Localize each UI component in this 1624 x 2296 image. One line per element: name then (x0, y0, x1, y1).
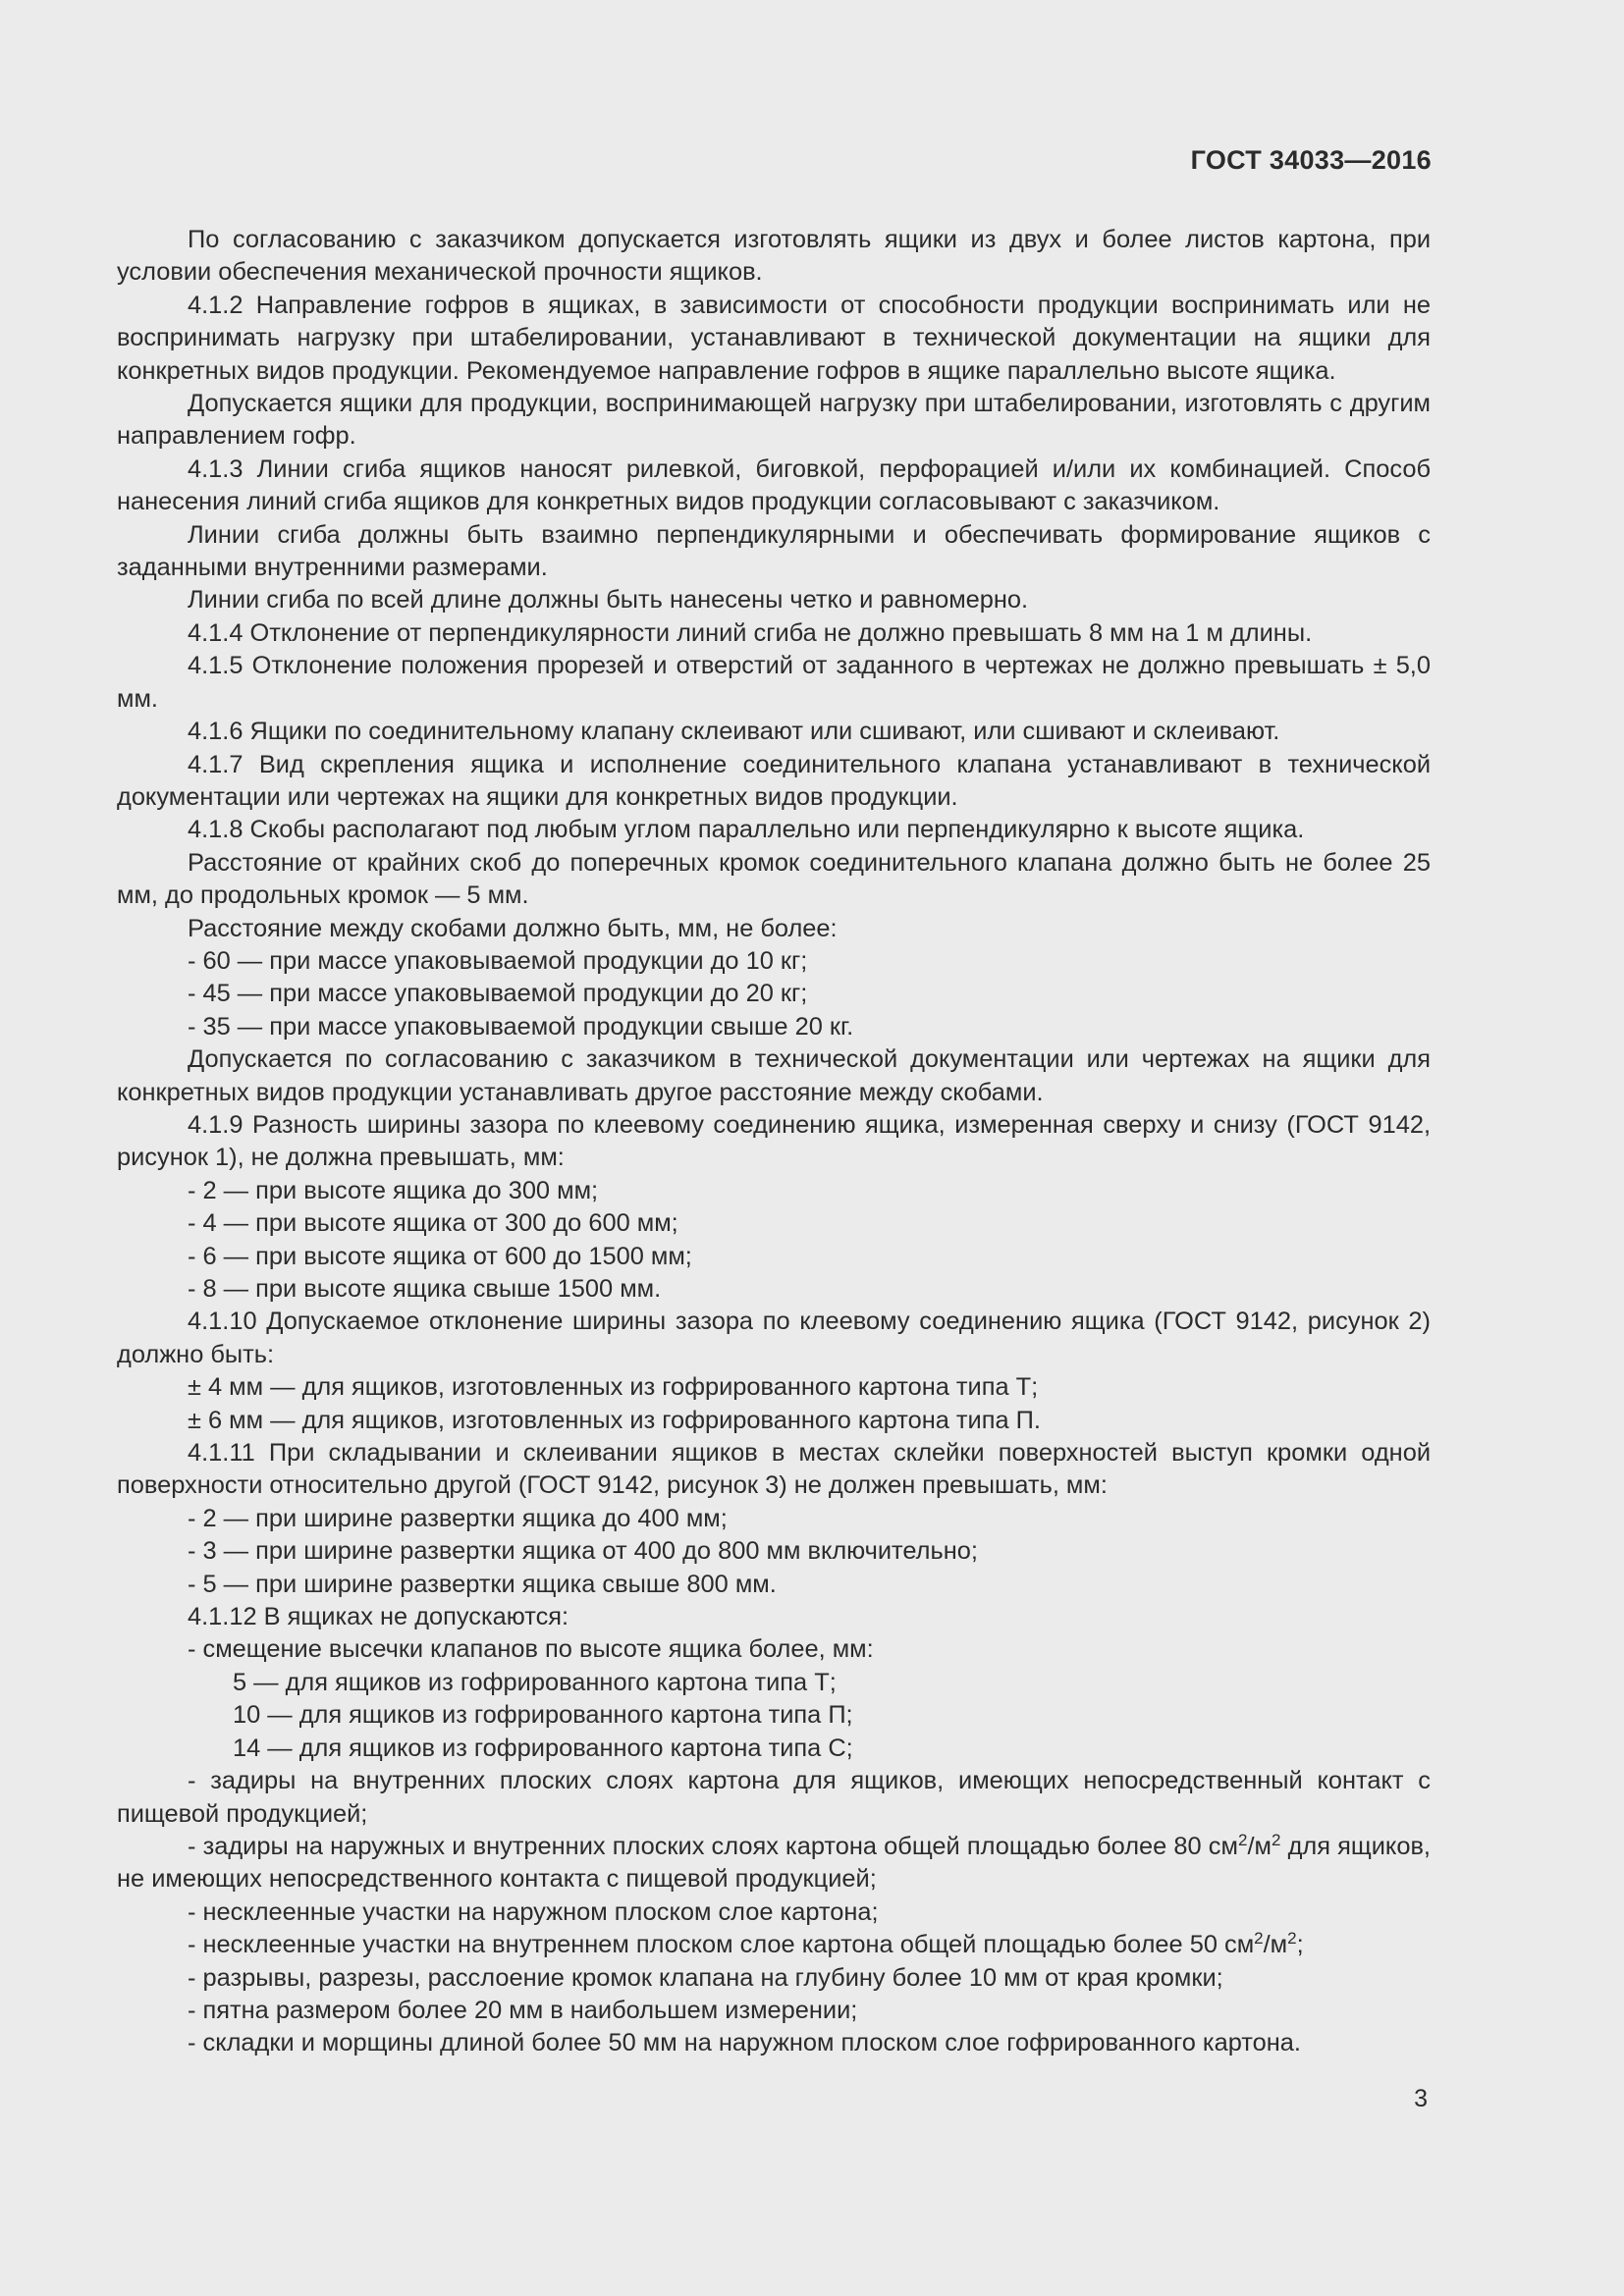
superscript: 2 (1237, 1830, 1248, 1849)
list-item: - разрывы, разрезы, расслоение кромок клапана на глубину более 10 мм от края кромки; (188, 1963, 1223, 1992)
paragraph: По согласованию с заказчиком допускается изготовлять ящики из двух и более листов картона, при условии обеспечения механической прочности ящиков. (117, 226, 1431, 287)
list-item: - 4 — при высоте ящика от 300 до 600 мм; (188, 1209, 678, 1238)
sub-list-item: 5 — для ящиков из гофрированного картона типа Т; (233, 1668, 837, 1696)
list-item: - 5 — при ширине развертки ящика свыше 800 мм. (188, 1570, 777, 1598)
list-item: ± 4 мм — для ящиков, изготовленных из гофрированного картона типа Т; (188, 1373, 1039, 1402)
list-item: - пятна размером более 20 мм в наибольшем измерении; (188, 1996, 858, 2024)
unit-part: /м (1263, 1931, 1288, 1959)
paragraph: Расстояние от крайних скоб до поперечных кромок соединительного клапана должно быть не более 25 мм, до продольных кромок — 5 мм. (117, 848, 1431, 910)
punctuation: ; (1296, 1931, 1304, 1959)
paragraph: Линии сгиба должны быть взаимно перпендикулярными и обеспечивать формирование ящиков с заданными внутренними размерами. (117, 520, 1431, 582)
clause-4-1-2: 4.1.2 Направление гофров в ящиках, в зависимости от способности продукции воспринимать или не воспринимать нагрузку при штабелировании, устанавливают в технической документации на ящики для конкретных видов продукции. Рекомендуемое направление гофров в ящике параллельно высоте ящика. (117, 291, 1431, 385)
text-part: - несклеенные участки на внутреннем плоском слое картона общей площадью более 50 см (188, 1931, 1255, 1959)
superscript: 2 (1271, 1830, 1281, 1849)
list-item: - 35 — при массе упаковываемой продукции свыше 20 кг. (188, 1012, 854, 1041)
list-item (117, 1831, 1431, 1896)
list-item: - смещение высечки клапанов по высоте ящика более, мм: (188, 1635, 874, 1664)
list-item: - 3 — при ширине развертки ящика от 400 до 800 мм включительно; (188, 1537, 978, 1566)
document-header: ГОСТ 34033—2016 (1190, 145, 1432, 175)
unit-part: /м (1247, 1832, 1272, 1860)
list-item: ± 6 мм — для ящиков, изготовленных из гофрированного картона типа П. (188, 1406, 1041, 1434)
sub-list-item: 10 — для ящиков из гофрированного картона типа П; (233, 1701, 853, 1730)
text-part: - задиры на наружных и внутренних плоских слоях картона общей площадью более 80 см (188, 1832, 1238, 1860)
list-item: - 6 — при высоте ящика от 600 до 1500 мм; (188, 1242, 692, 1270)
clause-4-1-6: 4.1.6 Ящики по соединительному клапану склеивают или сшивают, или сшивают и склеивают. (188, 718, 1280, 746)
clause-4-1-8: 4.1.8 Скобы располагают под любым углом параллельно или перпендикулярно к высоте ящика. (188, 816, 1305, 844)
sub-list-item: 14 — для ящиков из гофрированного картона типа С; (233, 1734, 853, 1762)
list-item: - 2 — при ширине развертки ящика до 400 мм; (188, 1504, 728, 1532)
list-item: - 8 — при высоте ящика свыше 1500 мм. (188, 1275, 662, 1303)
list-item: - задиры на внутренних плоских слоях картона для ящиков, имеющих непосредственный контакт с пищевой продукцией; (117, 1767, 1431, 1828)
text-part: для ящиков, не имеющих непосредственного контакта с пищевой продукцией; (117, 1832, 1431, 1894)
paragraph: Линии сгиба по всей длине должны быть нанесены четко и равномерно. (188, 586, 1029, 614)
paragraph: Допускается ящики для продукции, воспринимающей нагрузку при штабелировании, изготовлять с другим направлением гофр. (117, 390, 1431, 451)
document-body (117, 224, 1431, 2060)
list-item: - 60 — при массе упаковываемой продукции до 10 кг; (188, 946, 808, 975)
clause-4-1-4: 4.1.4 Отклонение от перпендикулярности линий сгиба не должно превышать 8 мм на 1 м длины. (188, 618, 1313, 647)
clause-4-1-10: 4.1.10 Допускаемое отклонение ширины зазора по клеевому соединению ящика (ГОСТ 9142, рисунок 2) должно быть: (117, 1308, 1431, 1368)
clause-4-1-3: 4.1.3 Линии сгиба ящиков наносят рилевкой, биговкой, перфорацией и/или их комбинацией. Способ нанесения линий сгиба ящиков для конкретных видов продукции согласовывают с заказчиком. (117, 454, 1431, 516)
clause-4-1-12: 4.1.12 В ящиках не допускаются: (188, 1603, 569, 1631)
list-item: - несклеенные участки на наружном плоском слое картона; (188, 1897, 879, 1926)
clause-4-1-9: 4.1.9 Разность ширины зазора по клеевому соединению ящика, измеренная сверху и снизу (ГОСТ 9142, рисунок 1), не должна превышать, мм: (117, 1110, 1431, 1172)
clause-4-1-5: 4.1.5 Отклонение положения прорезей и отверстий от заданного в чертежах не должно превышать ± 5,0 мм. (117, 652, 1431, 713)
list-item: - складки и морщины длиной более 50 мм на наружном плоском слое гофрированного картона. (188, 2029, 1301, 2057)
page-number: 3 (1414, 2085, 1428, 2112)
superscript: 2 (1254, 1929, 1264, 1949)
list-item: - 2 — при высоте ящика до 300 мм; (188, 1176, 599, 1204)
list-item (117, 1929, 1431, 1961)
clause-4-1-11: 4.1.11 При складывании и склеивании ящиков в местах склейки поверхностей выступ кромки одной поверхности относительно другой (ГОСТ 9142, рисунок 3) не должен превышать, мм: (117, 1439, 1431, 1500)
clause-4-1-7: 4.1.7 Вид скрепления ящика и исполнение соединительного клапана устанавливают в технической документации или чертежах на ящики для конкретных видов продукции. (117, 750, 1431, 811)
paragraph: Допускается по согласованию с заказчиком в технической документации или чертежах на ящики для конкретных видов продукции устанавливать другое расстояние между скобами. (117, 1045, 1431, 1106)
superscript: 2 (1287, 1929, 1297, 1949)
list-item: - 45 — при массе упаковываемой продукции до 20 кг; (188, 980, 808, 1008)
paragraph: Расстояние между скобами должно быть, мм, не более: (188, 914, 838, 942)
